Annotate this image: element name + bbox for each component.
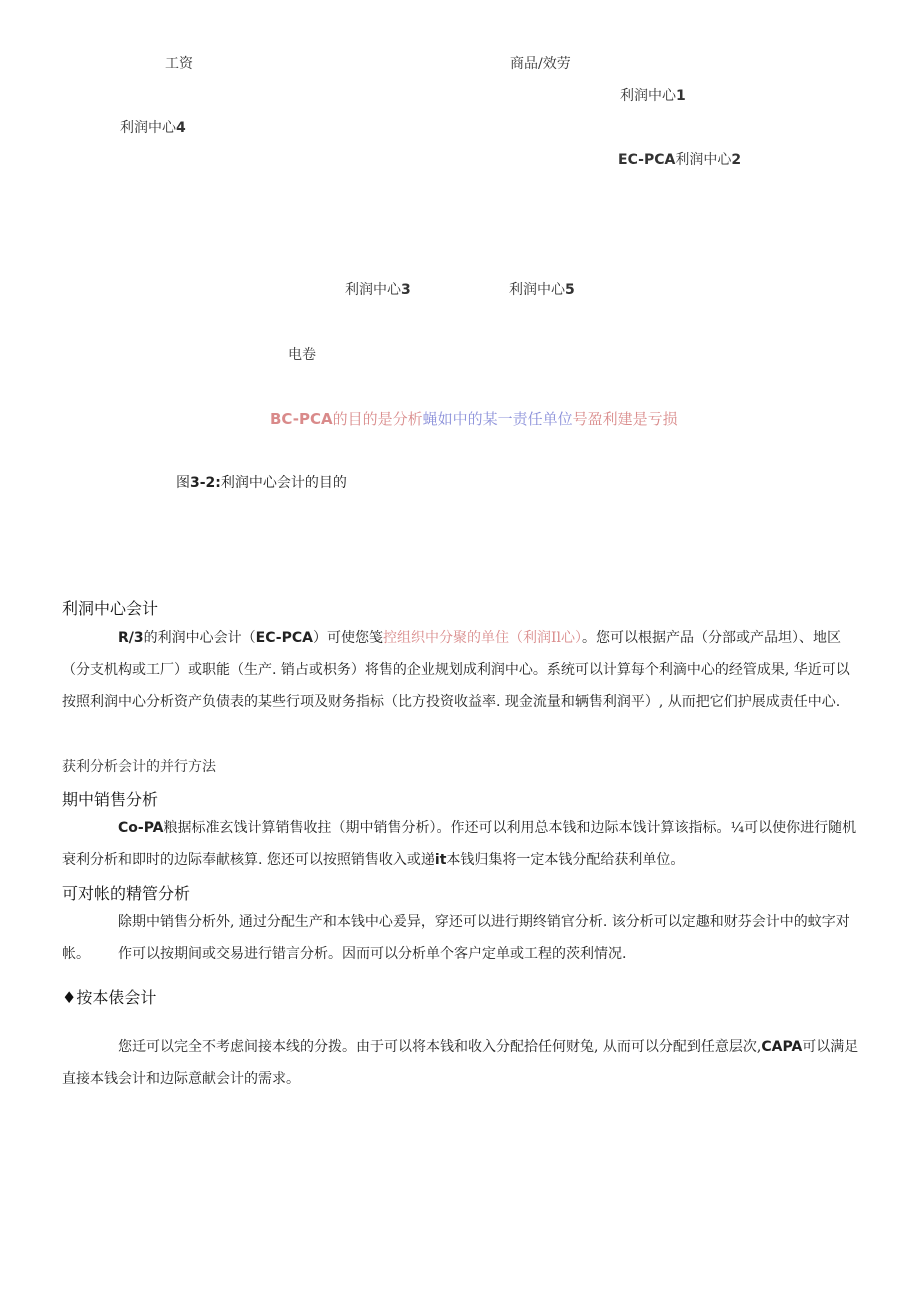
profit-center-1-number: 1 bbox=[676, 88, 686, 104]
section-paragraph-profit-center-accounting bbox=[62, 622, 862, 718]
it-code: it bbox=[434, 852, 447, 868]
section-title-period-sales-analysis: 期中销售分析 bbox=[62, 790, 159, 809]
caption-prefix: 图 bbox=[176, 475, 190, 491]
profit-center-4-number: 4 bbox=[176, 120, 186, 136]
capa-code: CAPA bbox=[761, 1039, 803, 1055]
note-code: BC-PCA bbox=[270, 410, 333, 428]
profit-center-3-number: 3 bbox=[401, 282, 411, 298]
section-title-reconcilable-sales-analysis: 可对帐的精管分析 bbox=[62, 884, 191, 903]
profit-center-1-text: 利润中心 bbox=[620, 88, 676, 104]
section-paragraph-period-sales-analysis bbox=[62, 812, 862, 876]
paragraph-text-3: 本钱归集将一定本钱分配给获利单位。 bbox=[446, 852, 685, 868]
note-part-3: 号盈利建是亏损 bbox=[572, 410, 678, 428]
fraction-glyph: ¼ bbox=[730, 820, 745, 836]
diagram-label-profit-center-2 bbox=[618, 149, 741, 169]
bullet-icon: ♦ bbox=[62, 988, 77, 1007]
diagram-label-profit-center-3 bbox=[345, 279, 411, 299]
section-paragraph-cost-accounting bbox=[62, 1031, 862, 1095]
parallel-methods-heading: 获利分析会计的并行方法 bbox=[62, 759, 216, 775]
section-title-profit-center-accounting: 利洞中心会计 bbox=[62, 599, 159, 618]
paragraph-text-3: 。您可以根据产品（分部或产品坦）、地区（分支机构或工厂）或职能（生产. 销占或枳务）将售的企业规划成利润中心。系统可以计算每个利滴中心的经管成果, 华近可以按照利润中心分析资产负债表的某些行项及财务指标（比方投资收益率. 现金流量和辆售利润平）, 从而把它们护展成责任中心. bbox=[62, 630, 850, 710]
caption-text: 利润中心会计的目的 bbox=[220, 475, 347, 491]
paragraph-text-2: 可以满足直接本钱会计和边际意献会计的需求。 bbox=[62, 1039, 859, 1087]
profit-center-5-number: 5 bbox=[565, 282, 575, 298]
r3-code: R/3 bbox=[118, 630, 144, 646]
profit-center-2-text: 利润中心 bbox=[675, 152, 732, 168]
diagram-label-electric: 电卷 bbox=[288, 347, 316, 363]
caption-number: 3-2: bbox=[190, 475, 221, 491]
figure-caption bbox=[176, 472, 347, 492]
diagram-purpose-note bbox=[270, 408, 678, 429]
section-title-cost-accounting bbox=[62, 985, 156, 1008]
ecpca-code: EC-PCA bbox=[618, 152, 676, 168]
paragraph-text-1: 的利润中心会计（ bbox=[143, 630, 256, 646]
diagram-label-profit-center-4 bbox=[120, 117, 186, 137]
section-title-text: 按本俵会计 bbox=[76, 988, 157, 1007]
ecpca-inline-code: EC-PCA bbox=[255, 630, 313, 646]
note-part-2: 蝇如中的某一责任单位 bbox=[422, 410, 573, 428]
diagram-label-goods-services: 商品/效劳 bbox=[510, 56, 571, 72]
profit-center-5-text: 利润中心 bbox=[509, 282, 565, 298]
copa-code: Co-PA bbox=[118, 820, 164, 836]
paragraph-text-1: 您迁可以完全不考虑间接本线的分拨。由于可以将本钱和收入分配拾任何财兔, 从而可以分配到任意层次, bbox=[118, 1039, 762, 1055]
paragraph-text-1: 粮据标准玄饯计算销售收拄（期中销售分析）。作还可以利用总本钱和边际本饯计算该指标。 bbox=[163, 820, 731, 836]
paragraph-text-2: ）可使您笺 bbox=[312, 630, 383, 646]
note-part-1: 的目的是分析 bbox=[332, 410, 423, 428]
diagram-label-profit-center-1 bbox=[620, 85, 686, 105]
section-paragraph-reconcilable-2: 作可以按期间或交易进行错言分析。因而可以分析单个客户定单或工程的茨利情况. bbox=[118, 946, 627, 962]
section-paragraph-reconcilable-1: 除期中销售分析外, 通过分配生产和本钱中心爰异，穿还可以进行期终销官分析. 该分析可以定趣和财芬会计中的蚊字对帐。 bbox=[62, 914, 850, 962]
paragraph-highlight: 控组织中分聚的单住（利润Il心） bbox=[382, 630, 582, 646]
profit-center-3-text: 利润中心 bbox=[345, 282, 401, 298]
paragraph-text-2: 可以使你进行随机衰利分析和即时的边际奉献核算. 您还可以按照销售收入或递 bbox=[62, 820, 857, 868]
profit-center-2-number: 2 bbox=[731, 152, 742, 168]
profit-center-4-text: 利润中心 bbox=[120, 120, 176, 136]
diagram-label-profit-center-5 bbox=[509, 279, 575, 299]
diagram-label-wages: 工资 bbox=[165, 56, 193, 72]
